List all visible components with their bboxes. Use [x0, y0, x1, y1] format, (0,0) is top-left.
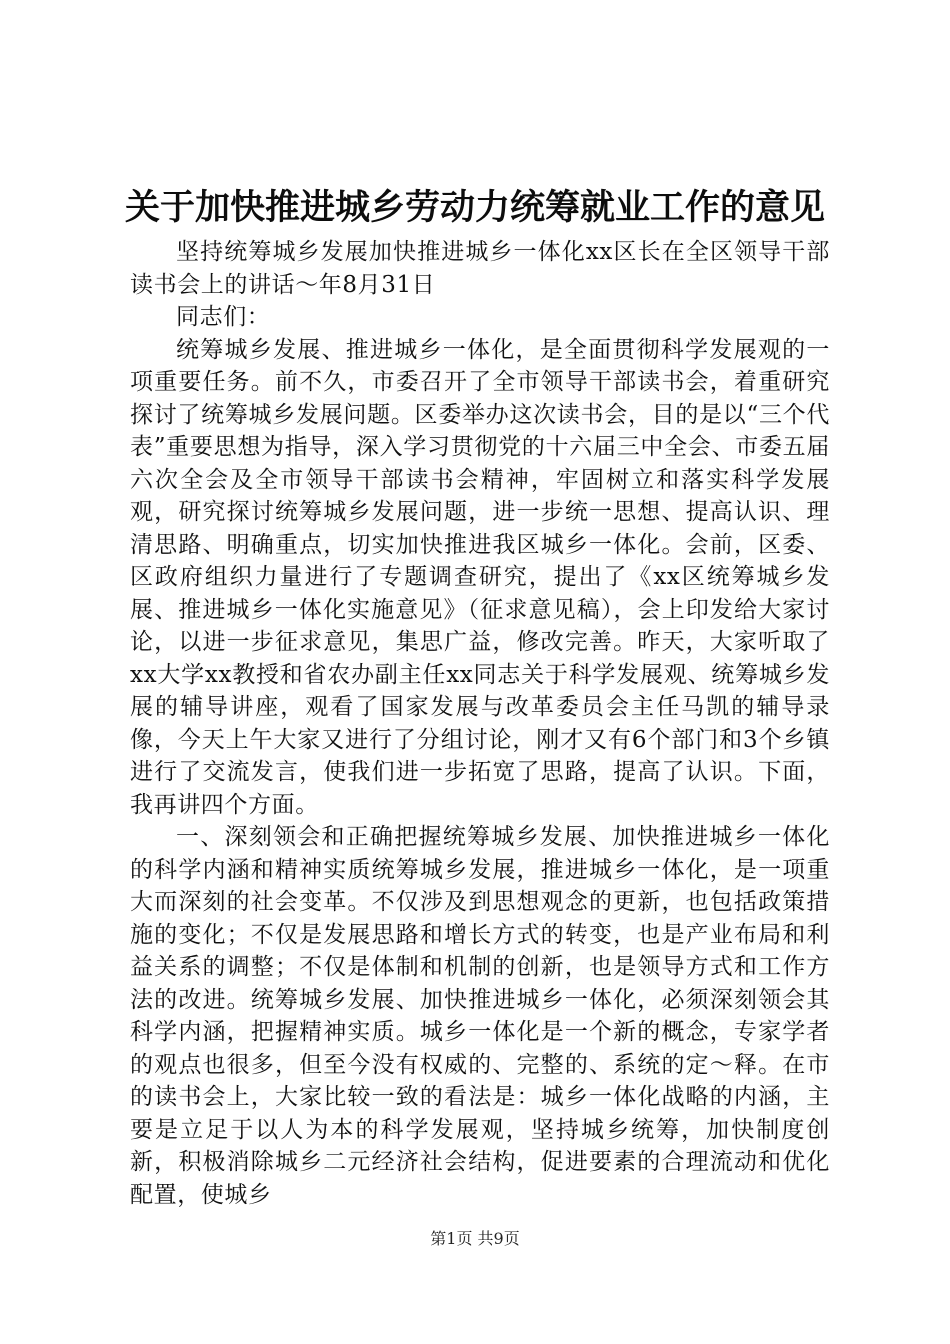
document-title: 关于加快推进城乡劳动力统筹就业工作的意见: [124, 187, 825, 228]
paragraph-intro: 统筹城乡发展、推进城乡一体化，是全面贯彻科学发展观的一项重要任务。前不久，市委召开了全市领导干部读书会，着重研究探讨了统筹城乡发展问题。区委举办这次读书会，目的是以“三个代表”重要思想为指导，深入学习贯彻党的十六届三中全会、市委五届六次全会及全市领导干部读书会精神，牢固树立和落实科学发展观，研究探讨统筹城乡发展问题，进一步统一思想、提高认识、理清思路、明确重点，切实加快推进我区城乡一体化。会前，区委、区政府组织力量进行了专题调查研究，提出了《xx区统筹城乡发展、推进城乡一体化实施意见》（征求意见稿），会上印发给大家讨论，以进一步征求意见，集思广益，修改完善。昨天，大家听取了xx大学xx教授和省农办副主任xx同志关于科学发展观、统筹城乡发展的辅导讲座，观看了国家发展与改革委员会主任马凯的辅导录像，今天上午大家又进行了分组讨论，刚才又有6个部门和3个乡镇进行了交流发言，使我们进一步拓宽了思路，提高了认识。下面，我再讲四个方面。: [130, 336, 830, 818]
paragraph-section-one: 一、深刻领会和正确把握统筹城乡发展、加快推进城乡一体化的科学内涵和精神实质统筹城乡发展，推进城乡一体化，是一项重大而深刻的社会变革。不仅涉及到思想观念的更新，也包括政策措施的变化；不仅是发展思路和增长方式的转变，也是产业布局和利益关系的调整；不仅是体制和机制的创新，也是领导方式和工作方法的改进。统筹城乡发展、加快推进城乡一体化，必须深刻领会其科学内涵，把握精神实质。城乡一体化是一个新的概念，专家学者的观点也很多，但至今没有权威的、完整的、系统的定～释。在市的读书会上，大家比较一致的看法是：城乡一体化战略的内涵，主要是立足于以人为本的科学发展观，坚持城乡统筹，加快制度创新，积极消除城乡二元经济社会结构，促进要素的合理流动和优化配置，使城乡: [130, 824, 830, 1208]
paragraph-subtitle: 坚持统筹城乡发展加快推进城乡一体化xx区长在全区领导干部读书会上的讲话～年8月31日: [130, 239, 830, 298]
page-footer: 第1页 共9页: [430, 1229, 520, 1248]
paragraph-greeting: 同志们：: [176, 304, 271, 330]
document-body: [130, 236, 830, 1211]
